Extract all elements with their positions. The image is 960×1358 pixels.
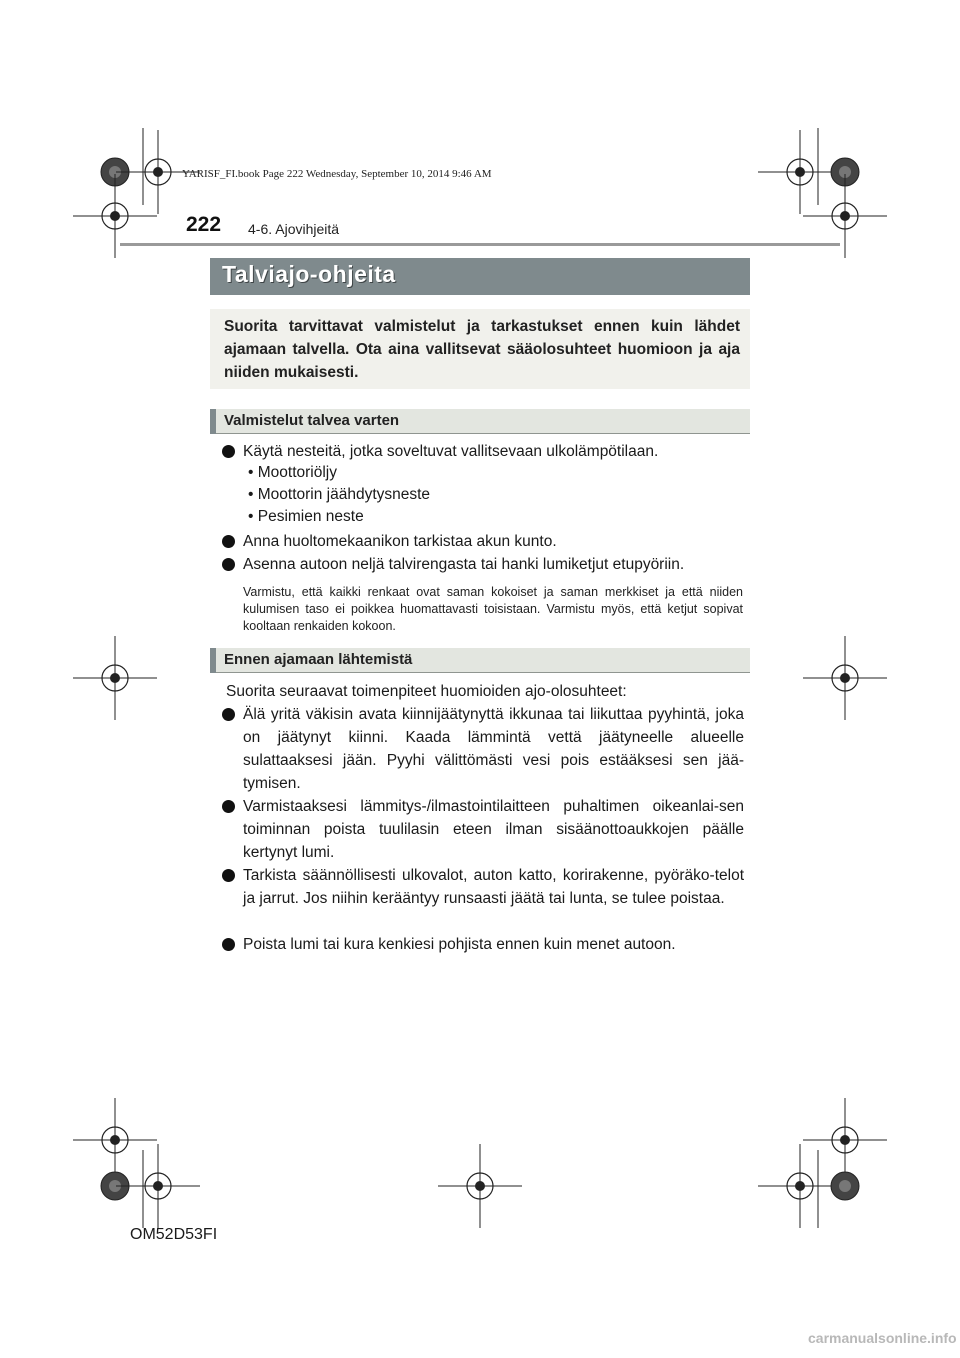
book-file-info: YARISF_FI.book Page 222 Wednesday, September 10, 2014 9:46 AM	[182, 168, 492, 180]
note-text: Varmistu, että kaikki renkaat ovat saman kokoiset ja saman merkkiset ja että niiden kulumisen taso ei poikkea huomattavasti toisistaan. Varmistu myös, että ketjut sopivat kooltaan renkaiden kokoon.	[243, 585, 743, 633]
watermark-text: carmanualsonline.info	[808, 1330, 957, 1346]
sub-list-item: • Moottoriöljy	[248, 464, 337, 481]
subheading-tab	[210, 409, 216, 434]
bullet-icon	[222, 708, 235, 721]
bullet-icon	[222, 558, 235, 571]
sub-list-item: • Pesimien neste	[248, 508, 364, 525]
list-item: Asenna autoon neljä talvirengasta tai hanki lumiketjut etupyöriin.	[222, 553, 744, 576]
bullet-icon	[222, 869, 235, 882]
list-item: Poista lumi tai kura kenkiesi pohjista ennen kuin menet autoon.	[222, 933, 744, 956]
subheading-before-driving	[210, 648, 750, 673]
intro-text: Suorita tarvittavat valmistelut ja tarkastukset ennen kuin lähdet ajamaan talvella. Ota aina vallitsevat sääolosuhteet huomioon ja aja niiden mukaisesti.	[210, 309, 750, 389]
starburst-mark-bottom-right	[831, 1172, 859, 1200]
subheading-text: Ennen ajamaan lähtemistä	[224, 651, 413, 668]
subheading-preparations	[210, 409, 750, 434]
list-item: Varmistaaksesi lämmitys-/ilmastointilaitteen puhaltimen oikeanlai-sen toiminnan poista tuulilasin eteen ilman sisäänottoaukkojen päälle kertynyt lumi.	[222, 795, 744, 864]
document-code: OM52D53FI	[130, 1226, 218, 1243]
list-item: Älä yritä väkisin avata kiinnijäätynyttä ikkunaa tai liikuttaa pyyhintä, joka on jäätynyt kiinni. Kaada lämmintä vettä jäätyneelle alueelle sulattaaksesi jään. Pyyhi välittömästi vesi pois estääksesi sen jää-tymisen.	[222, 703, 744, 795]
subheading-text: Valmistelut talvea varten	[224, 412, 400, 429]
page-number: 222	[186, 213, 222, 236]
header-rule	[120, 243, 840, 246]
bullet-icon	[222, 938, 235, 951]
page-title: Talviajo-ohjeita	[210, 258, 750, 295]
list-item: Tarkista säännöllisesti ulkovalot, auton katto, korirakenne, pyöräko-telot ja jarrut. Jos niihin kerääntyy runsaasti jäätä tai lunta, se tulee poistaa.	[222, 864, 744, 910]
list-item: Käytä nesteitä, jotka soveltuvat vallitsevaan ulkolämpötilaan.	[222, 440, 744, 463]
bullet-icon	[222, 445, 235, 458]
bullet-icon	[222, 535, 235, 548]
section-label: 4-6. Ajovihjeitä	[248, 221, 340, 237]
lead-text: Suorita seuraavat toimenpiteet huomioiden ajo-olosuhteet:	[226, 683, 627, 700]
list-item: Anna huoltomekaanikon tarkistaa akun kunto.	[222, 530, 744, 553]
sub-list-item: • Moottorin jäähdytysneste	[248, 486, 431, 503]
subheading-tab	[210, 648, 216, 673]
bullet-icon	[222, 800, 235, 813]
